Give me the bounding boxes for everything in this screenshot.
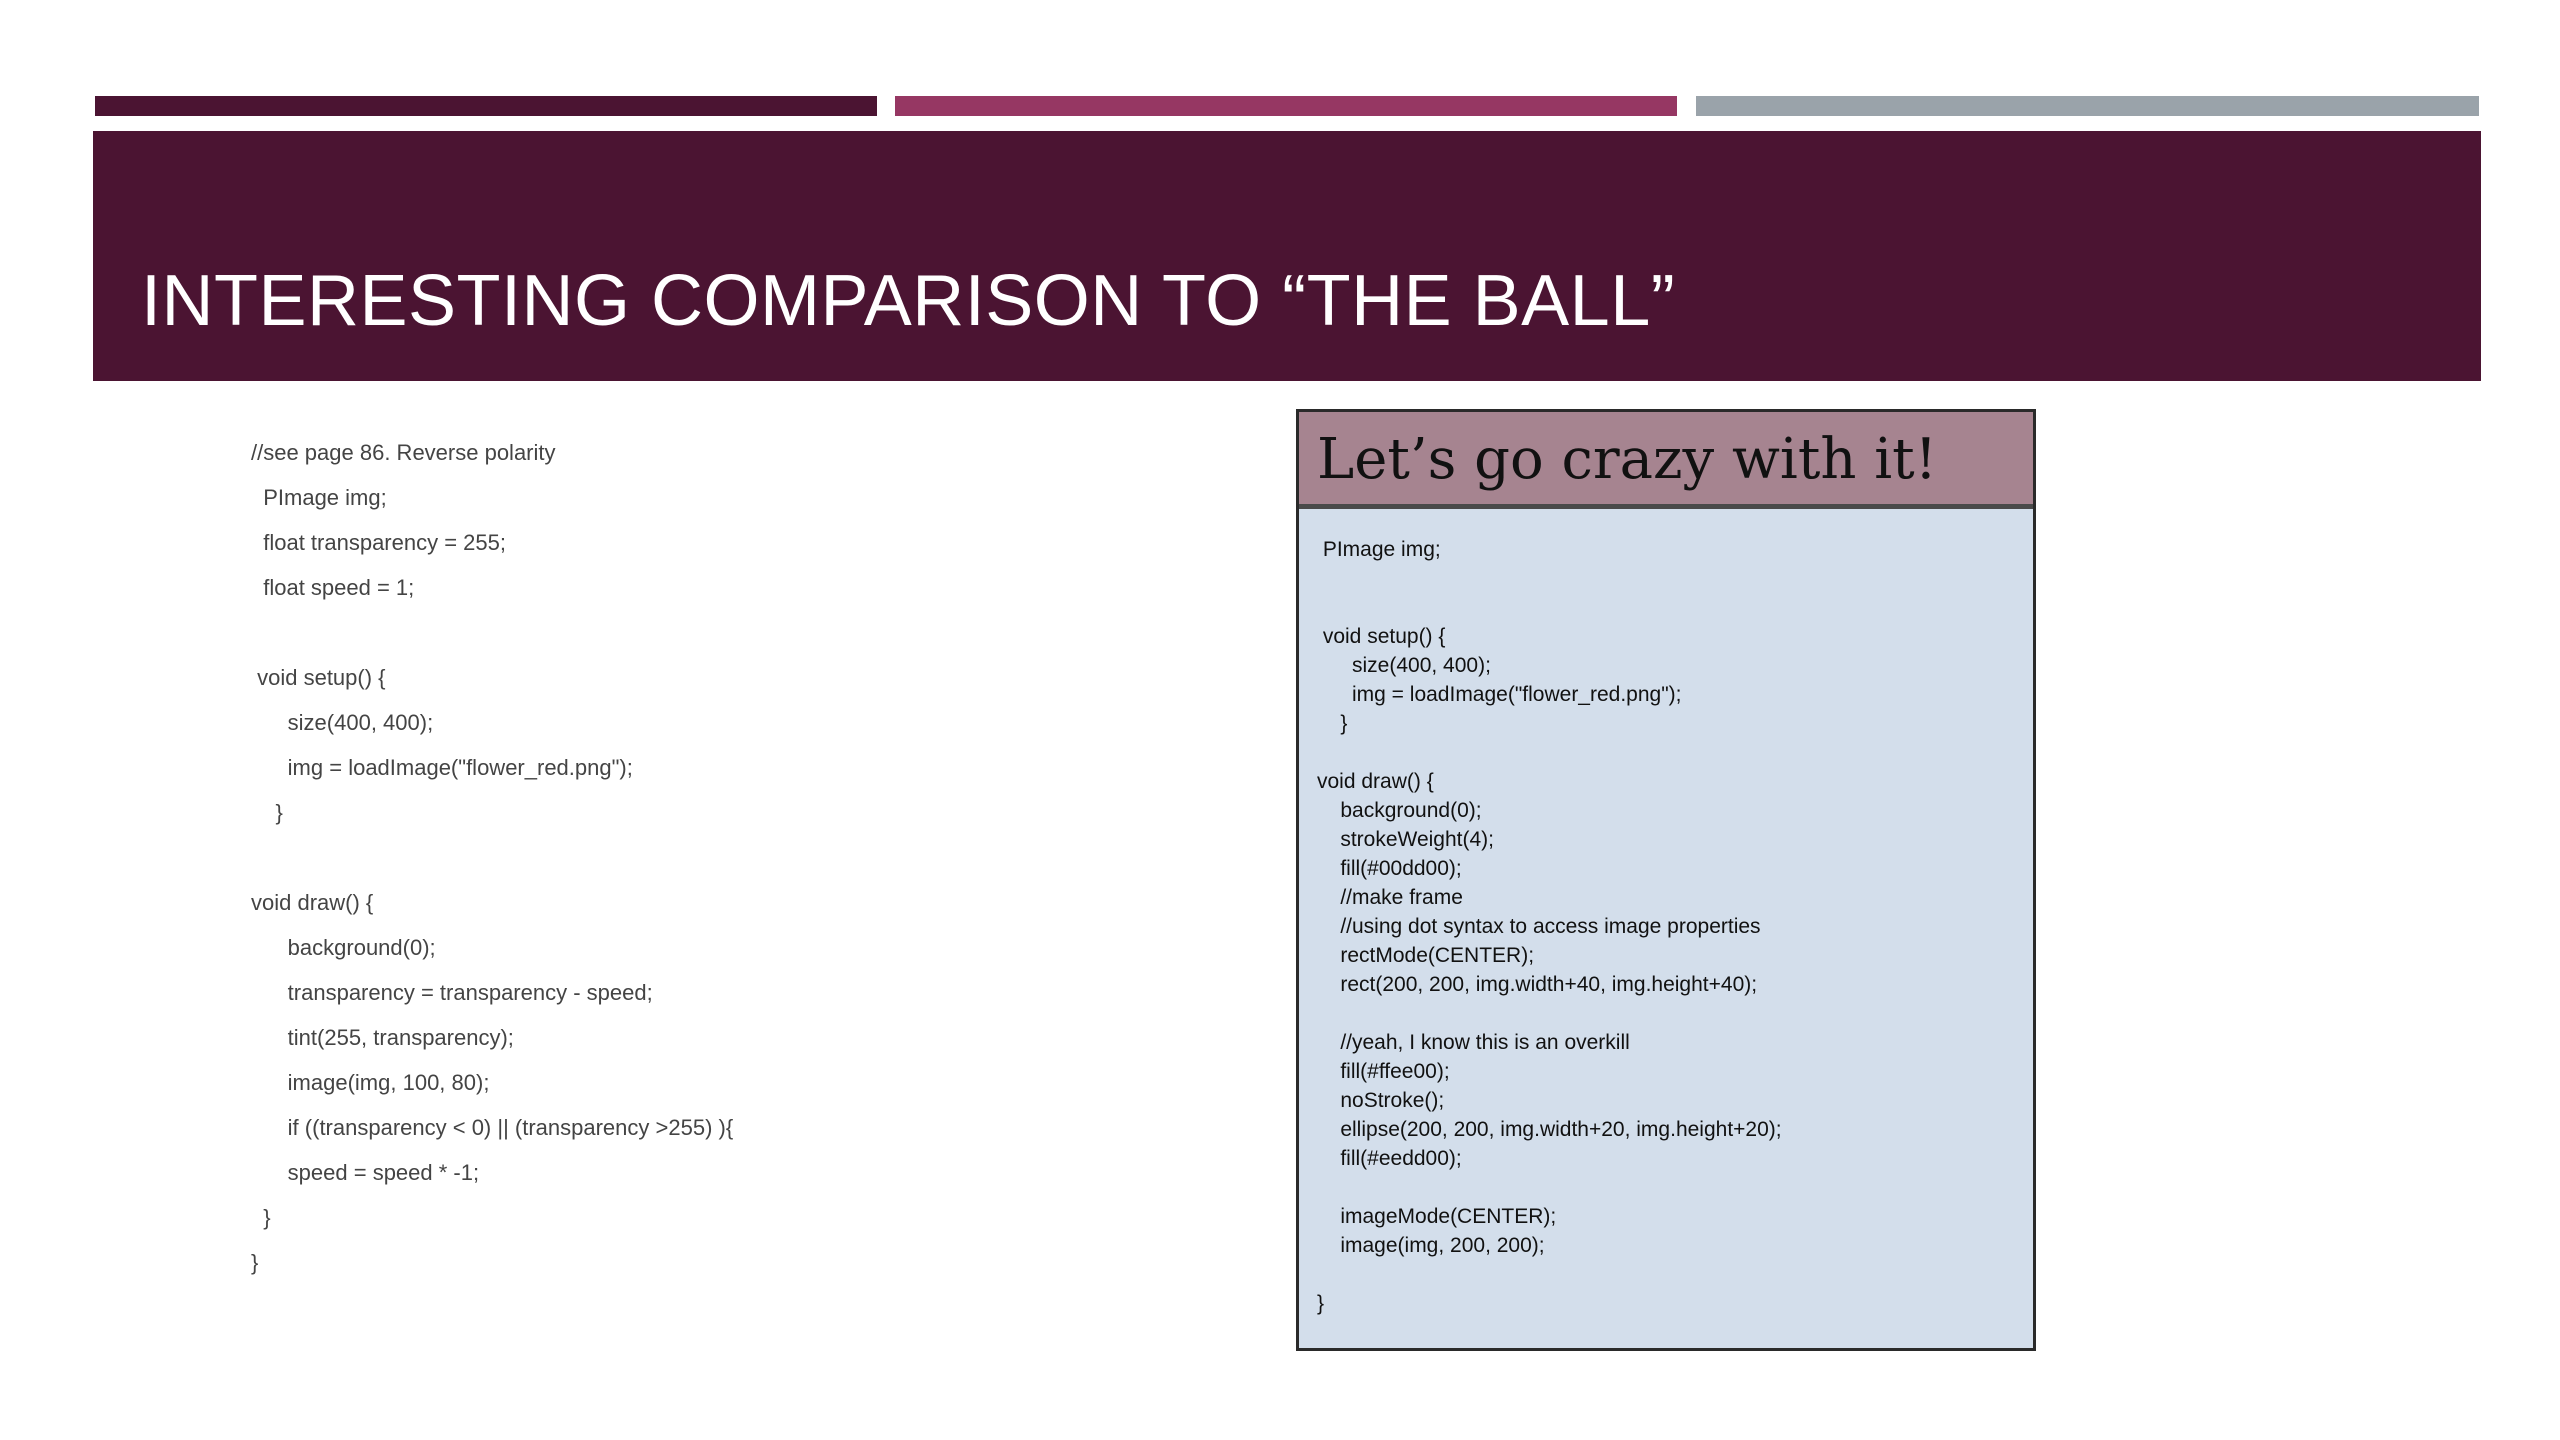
code-line: speed = speed * -1;	[251, 1160, 480, 1185]
callout-code-line	[1317, 999, 2017, 1028]
callout-code-line	[1317, 593, 2017, 622]
title-bar	[93, 131, 2481, 381]
code-line: float transparency = 255;	[251, 530, 506, 555]
callout-title: Let’s go crazy with it!	[1317, 427, 1938, 492]
callout-code-line	[1317, 1173, 2017, 1202]
callout-code-line	[1317, 564, 2017, 593]
code-line: img = loadImage("flower_red.png");	[251, 755, 633, 780]
code-line: PImage img;	[251, 485, 387, 510]
code-line: }	[251, 1250, 259, 1275]
callout-header	[1299, 412, 2033, 509]
code-line: background(0);	[251, 935, 436, 960]
slide-title: INTERESTING COMPARISON TO “THE BALL”	[141, 261, 1676, 341]
callout-code-line: noStroke();	[1317, 1089, 1445, 1112]
code-line: if ((transparency < 0) || (transparency >255) ){	[251, 1115, 734, 1140]
code-line: transparency = transparency - speed;	[251, 980, 653, 1005]
callout-code-line: PImage img;	[1317, 538, 1441, 561]
code-line: tint(255, transparency);	[251, 1025, 514, 1050]
code-line: void draw() {	[251, 890, 374, 915]
code-line	[251, 615, 1251, 660]
accent-stripe-gray	[1696, 96, 2479, 116]
callout-code-line: fill(#eedd00);	[1317, 1147, 1462, 1170]
callout-code-line: }	[1317, 712, 1348, 735]
callout-code-line	[1317, 1260, 2017, 1289]
callout-code-line: img = loadImage("flower_red.png");	[1317, 683, 1682, 706]
callout-code-line: fill(#ffee00);	[1317, 1060, 1450, 1083]
callout-code-block	[1317, 535, 2017, 1318]
callout-code-line: strokeWeight(4);	[1317, 828, 1495, 851]
callout-code-line: rectMode(CENTER);	[1317, 944, 1535, 967]
code-line: }	[251, 800, 283, 825]
code-line: //see page 86. Reverse polarity	[251, 440, 556, 465]
callout-code-line: }	[1317, 1292, 1325, 1315]
callout-code-line: //using dot syntax to access image properties	[1317, 915, 1761, 938]
callout-code-line: void setup() {	[1317, 625, 1446, 648]
callout-box	[1296, 409, 2036, 1351]
code-line: image(img, 100, 80);	[251, 1070, 490, 1095]
callout-code-line: rect(200, 200, img.width+40, img.height+40);	[1317, 973, 1758, 996]
callout-code-line: fill(#00dd00);	[1317, 857, 1462, 880]
code-line	[251, 840, 1251, 885]
callout-code-line: image(img, 200, 200);	[1317, 1234, 1545, 1257]
code-line: float speed = 1;	[251, 575, 415, 600]
callout-code-line	[1317, 738, 2017, 767]
callout-code-line: imageMode(CENTER);	[1317, 1205, 1557, 1228]
accent-stripe-magenta	[895, 96, 1677, 116]
callout-code-line: void draw() {	[1317, 770, 1434, 793]
callout-code-line: ellipse(200, 200, img.width+20, img.height+20);	[1317, 1118, 1782, 1141]
accent-stripe-dark	[95, 96, 877, 116]
callout-code-line: size(400, 400);	[1317, 654, 1491, 677]
callout-code-line: //make frame	[1317, 886, 1463, 909]
callout-code-line: background(0);	[1317, 799, 1482, 822]
left-code-block	[251, 435, 1251, 1290]
callout-code-line: //yeah, I know this is an overkill	[1317, 1031, 1630, 1054]
code-line: void setup() {	[251, 665, 386, 690]
code-line: size(400, 400);	[251, 710, 434, 735]
code-line: }	[251, 1205, 271, 1230]
